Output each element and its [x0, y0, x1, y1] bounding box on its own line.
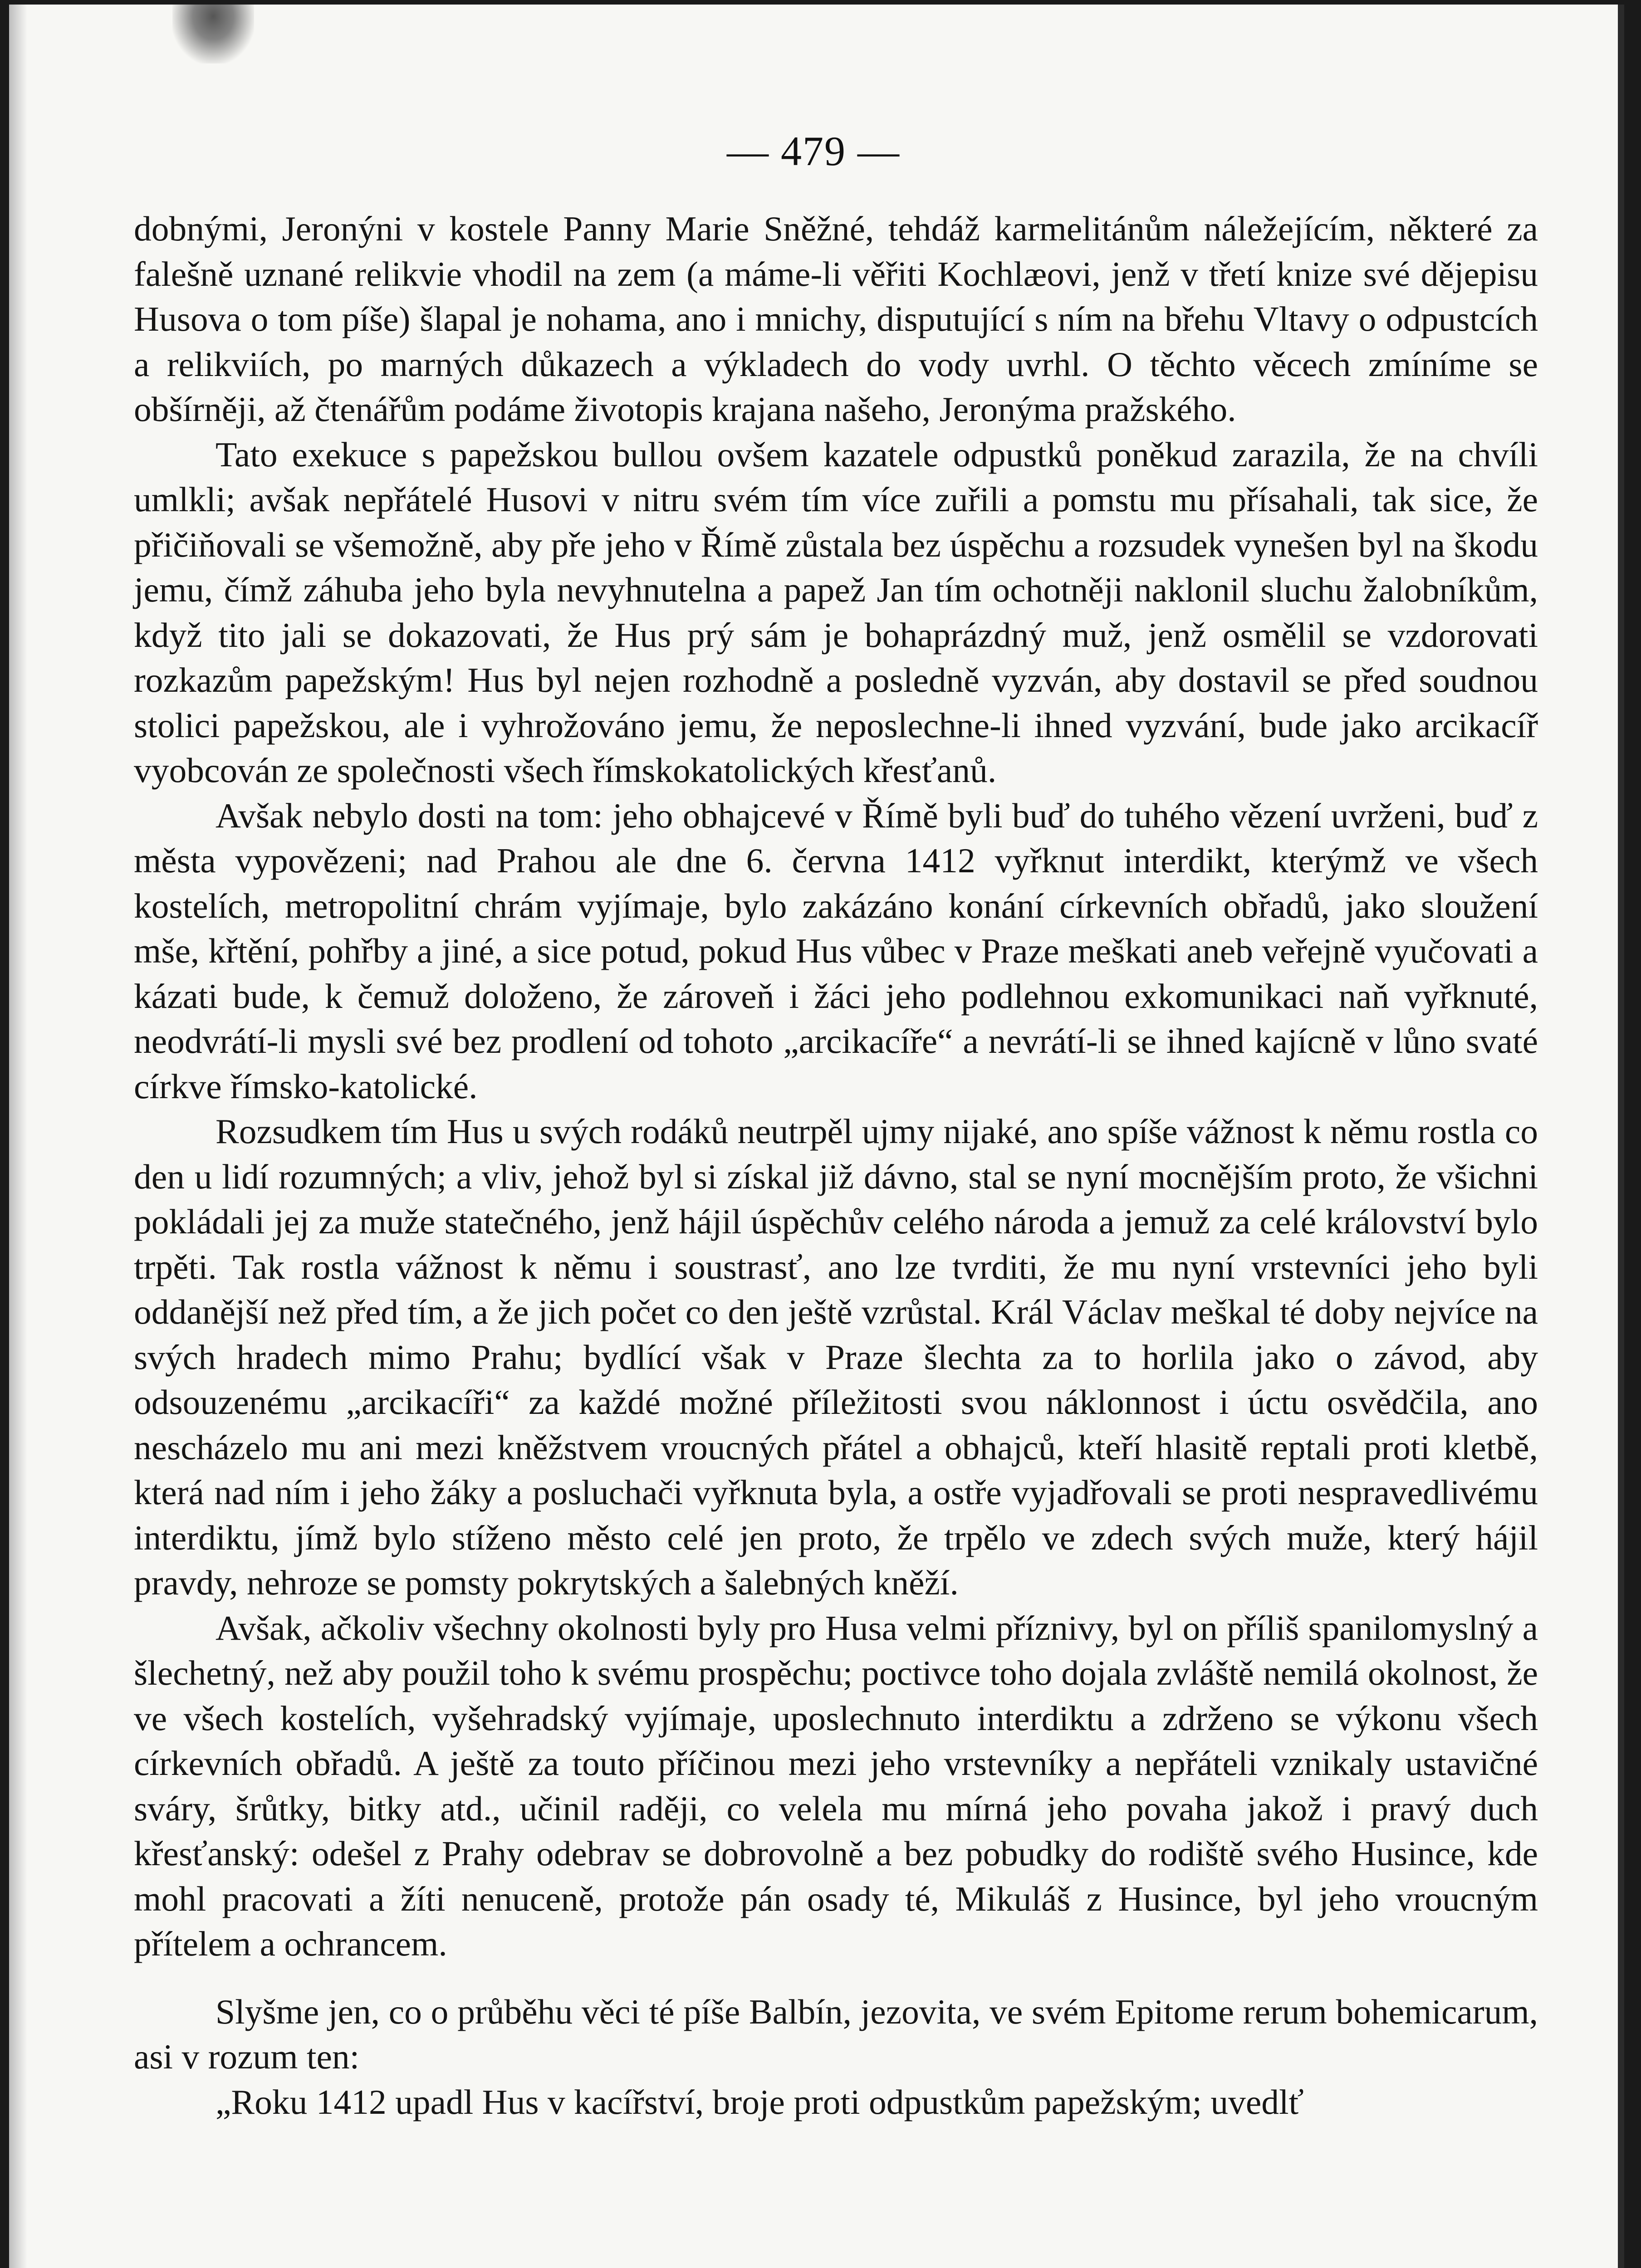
paragraph-5: Avšak, ačkoliv všechny okolnosti byly pro Husa velmi příznivy, byl on příliš spanilomyslný a šlechetný, než aby použil toho k svému prospěchu; poctivce toho dojala zvláště nemilá okolnost, že ve všech kostelích, vyšehradský vyjímaje, uposlechnuto interdiktu a zdrženo se výkonu všech církevních obřadů. A ještě za touto příčinou mezi jeho vrstevníky a nepřáteli vznikaly ustavičné sváry, šrůtky, bitky atd., učinil raději, co velela mu mírná jeho povaha jakož i pravý duch křesťanský: odešel z Prahy odebrav se dobrovolně a bez pobudky do rodiště svého Husince, kde mohl pracovati a žíti nenuceně, protože pán osady té, Mikuláš z Husince, byl jeho vroucným přítelem a ochrancem.	[134, 1608, 1538, 1963]
paragraph-6: Slyšme jen, co o průběhu věci té píše Balbín, jezovita, ve svém Epitome rerum bohemicarum, asi v rozum ten:	[134, 1992, 1538, 2076]
paragraph-1: dobnými, Jeronýni v kostele Panny Marie Sněžné, tehdáž karmelitánům náležejícím, některé za falešně uznané relikvie vhodil na zem (a máme-li věřiti Kochlæovi, jenž v třetí knize své dějepisu Husova o tom píše) šlapal je nohama, ano i mnichy, disputující s ním na břehu Vltavy o odpustcích a relikviích, po marných důkazech a výkladech do vody uvrhl. O těchto věcech zmíníme se obšírněji, až čtenářům podáme životopis krajana našeho, Jeronýma pražského.	[134, 209, 1538, 429]
scan-edge-shadow	[9, 5, 27, 2268]
paragraph-3: Avšak nebylo dosti na tom: jeho obhajcevé v Římě byli buď do tuhého vězení uvrženi, buď z města vypovězeni; nad Prahou ale dne 6. června 1412 vyřknut interdikt, kterýmž ve všech kostelích, metropolitní chrám vyjímaje, bylo zakázáno konání církevních obřadů, jako sloužení mše, křtění, pohřby a jiné, a sice potud, pokud Hus vůbec v Praze meškati aneb veřejně vyučovati a kázati bude, k čemuž doloženo, že zároveň i žáci jeho podlehnou exkomunikaci naň vyřknuté, neodvrátí-li mysli své bez prodlení od tohoto „arcikacíře“ a nevrátí-li se ihned kajícně v lůno svaté církve římsko-katolické.	[134, 796, 1538, 1106]
scan-corner-blot	[172, 5, 254, 64]
body-text	[134, 206, 1538, 2125]
page-number: — 479 —	[727, 128, 900, 174]
scanned-page	[9, 5, 1624, 2268]
paragraph-2: Tato exekuce s papežskou bullou ovšem kazatele odpustků poněkud zarazila, že na chvíli umlkli; avšak nepřátelé Husovi v nitru svém tím více zuřili a pomstu mu přísahali, tak sice, že přičiňovali se všemožně, aby pře jeho v Římě zůstala bez úspěchu a rozsudek vynešen byl na škodu jemu, čímž záhuba jeho byla nevyhnutelna a papež Jan tím ochotněji naklonil sluchu žalobníkům, když tito jali se dokazovati, že Hus prý sám je bohaprázdný muž, jenž osmělil se vzdorovati rozkazům papežským! Hus byl nejen rozhodně a posledně vyzván, aby dostavil se před soudnou stolici papežskou, ale i vyhrožováno jemu, že neposlechne-li ihned vyzvání, bude jako arcikacíř vyobcován ze společnosti všech římskokatolických křesťanů.	[134, 435, 1538, 790]
paragraph-7-quote: „Roku 1412 upadl Hus v kacířství, broje proti odpustkům papežským; uvedlť	[216, 2082, 1304, 2121]
paragraph-4: Rozsudkem tím Hus u svých rodáků neutrpěl ujmy nijaké, ano spíše vážnost k němu rostla co den u lidí rozumných; a vliv, jehož byl si získal již dávno, stal se nyní mocnějším proto, že všichni pokládali jej za muže statečného, jenž hájil úspěchův celého národa a jemuž za celé království bylo trpěti. Tak rostla vážnost k němu i soustrasť, ano lze tvrditi, že mu nyní vrstevníci jeho byli oddanější než před tím, a že jich počet co den ještě vzrůstal. Král Václav meškal té doby nejvíce na svých hradech mimo Prahu; bydlící však v Praze šlechta za to horlila jako o závod, aby odsouzenému „arcikacíři“ za každé možné příležitosti svou náklonnost i úctu osvědčila, ano nescházelo mu ani mezi kněžstvem vroucných přátel a obhajců, kteří hlasitě reptali proti kletbě, která nad ním i jeho žáky a posluchači vyřknuta byla, a ostře vyjadřovali se proti nespravedlivému interdiktu, jímž bylo stíženo město celé jen proto, že trpělo ve zdech svých muže, který hájil pravdy, nehroze se pomsty pokrytských a šalebných kněží.	[134, 1112, 1538, 1602]
